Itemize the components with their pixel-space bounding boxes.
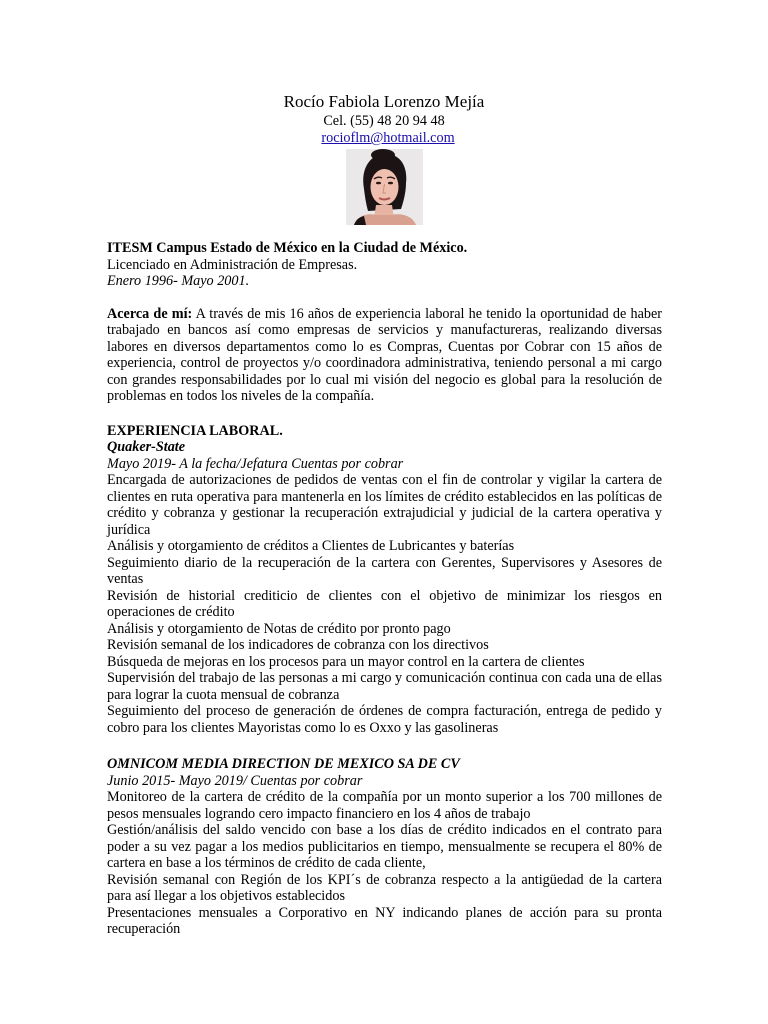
resume-body	[107, 240, 662, 938]
candidate-name: Rocío Fabiola Lorenzo Mejía	[283, 92, 485, 111]
job-company: Quaker-State	[107, 439, 186, 455]
job-duty: Revisión de historial crediticio de clientes con el objetivo de minimizar los riesgos en operaciones de crédito	[107, 587, 662, 620]
job-duty: Supervisión del trabajo de las personas a mi cargo y comunicación continua con cada una de ellas para lograr la cuota mensual de cobranza	[107, 670, 662, 703]
job-duty: Gestión/análisis del saldo vencido con base a los días de crédito indicados en el contrato para poder a su vez pagar a los medios publicitarios en tiempo, mensualmente se recupera el 80% de cartera en base a los términos de crédito de cada cliente,	[107, 822, 662, 871]
about-text: A través de mis 16 años de experiencia laboral he tenido la oportunidad de haber trabajado en bancos así como empresas de servicios y manufactureras, realizando diversas labores en diversos departamentos como lo es Compras, Cuentas por Cobrar con 15 años de experiencia, control de proyectos y/o coordinadora administrativa, teniendo personal a mi cargo con grandes responsabilidades por lo cual mi visión del negocio es global para la resolución de problemas en todos los niveles de la compañía.	[107, 305, 662, 404]
job-duty: Análisis y otorgamiento de créditos a Clientes de Lubricantes y baterías	[107, 538, 515, 554]
job-duty: Seguimiento diario de la recuperación de la cartera con Gerentes, Supervisores y Asesores de ventas	[107, 554, 662, 587]
job-duty: Revisión semanal de los indicadores de cobranza con los directivos	[107, 637, 489, 653]
education-degree: Licenciado en Administración de Empresas.	[107, 256, 358, 273]
job-entry	[107, 756, 662, 938]
profile-photo-image	[346, 149, 423, 225]
phone-number: Cel. (55) 48 20 94 48	[323, 113, 445, 129]
job-entry	[107, 439, 662, 736]
job-duty: Presentaciones mensuales a Corporativo en NY indicando planes de acción para su pronta recuperación	[107, 904, 662, 937]
profile-photo	[346, 149, 423, 225]
education-section	[107, 240, 662, 290]
job-dates: Mayo 2019- A la fecha/Jefatura Cuentas por cobrar	[107, 455, 404, 472]
email-link[interactable]: rocioflm@hotmail.com	[321, 130, 455, 146]
education-institution: ITESM Campus Estado de México en la Ciudad de México.	[107, 240, 468, 256]
resume-header	[0, 92, 768, 147]
job-company: OMNICOM MEDIA DIRECTION DE MEXICO SA DE CV	[107, 756, 460, 772]
job-duty: Encargada de autorizaciones de pedidos de ventas con el fin de controlar y vigilar la cartera de clientes en ruta operativa para mantenerla en los límites de crédito establecidos en las políticas de crédito y cobranza y gestionar la recuperación extrajudicial y judicial de la cartera operativa y jurídica	[107, 472, 662, 538]
job-duty: Revisión semanal con Región de los KPI´s de cobranza respecto a la antigüedad de la cartera para así llegar a los objetivos establecidos	[107, 871, 662, 904]
job-dates: Junio 2015- Mayo 2019/ Cuentas por cobrar	[107, 772, 363, 789]
education-dates: Enero 1996- Mayo 2001.	[107, 273, 250, 289]
job-duty: Monitoreo de la cartera de crédito de la compañía por un monto superior a los 700 millones de pesos mensuales logrando cero impacto financiero en los 4 años de trabajo	[107, 789, 662, 822]
email-line	[0, 130, 768, 147]
about-section	[107, 306, 662, 405]
job-duty: Análisis y otorgamiento de Notas de crédito por pronto pago	[107, 620, 451, 637]
experience-heading: EXPERIENCIA LABORAL.	[107, 422, 283, 439]
experience-section	[107, 423, 662, 938]
job-duty: Seguimiento del proceso de generación de órdenes de compra facturación, entrega de pedido y cobro para los clientes Mayoristas como lo es Oxxo y las gasolineras	[107, 703, 662, 736]
about-label: Acerca de mí:	[107, 305, 193, 322]
about-paragraph	[107, 306, 662, 405]
job-duty: Búsqueda de mejoras en los procesos para un mayor control en la cartera de clientes	[107, 653, 585, 670]
